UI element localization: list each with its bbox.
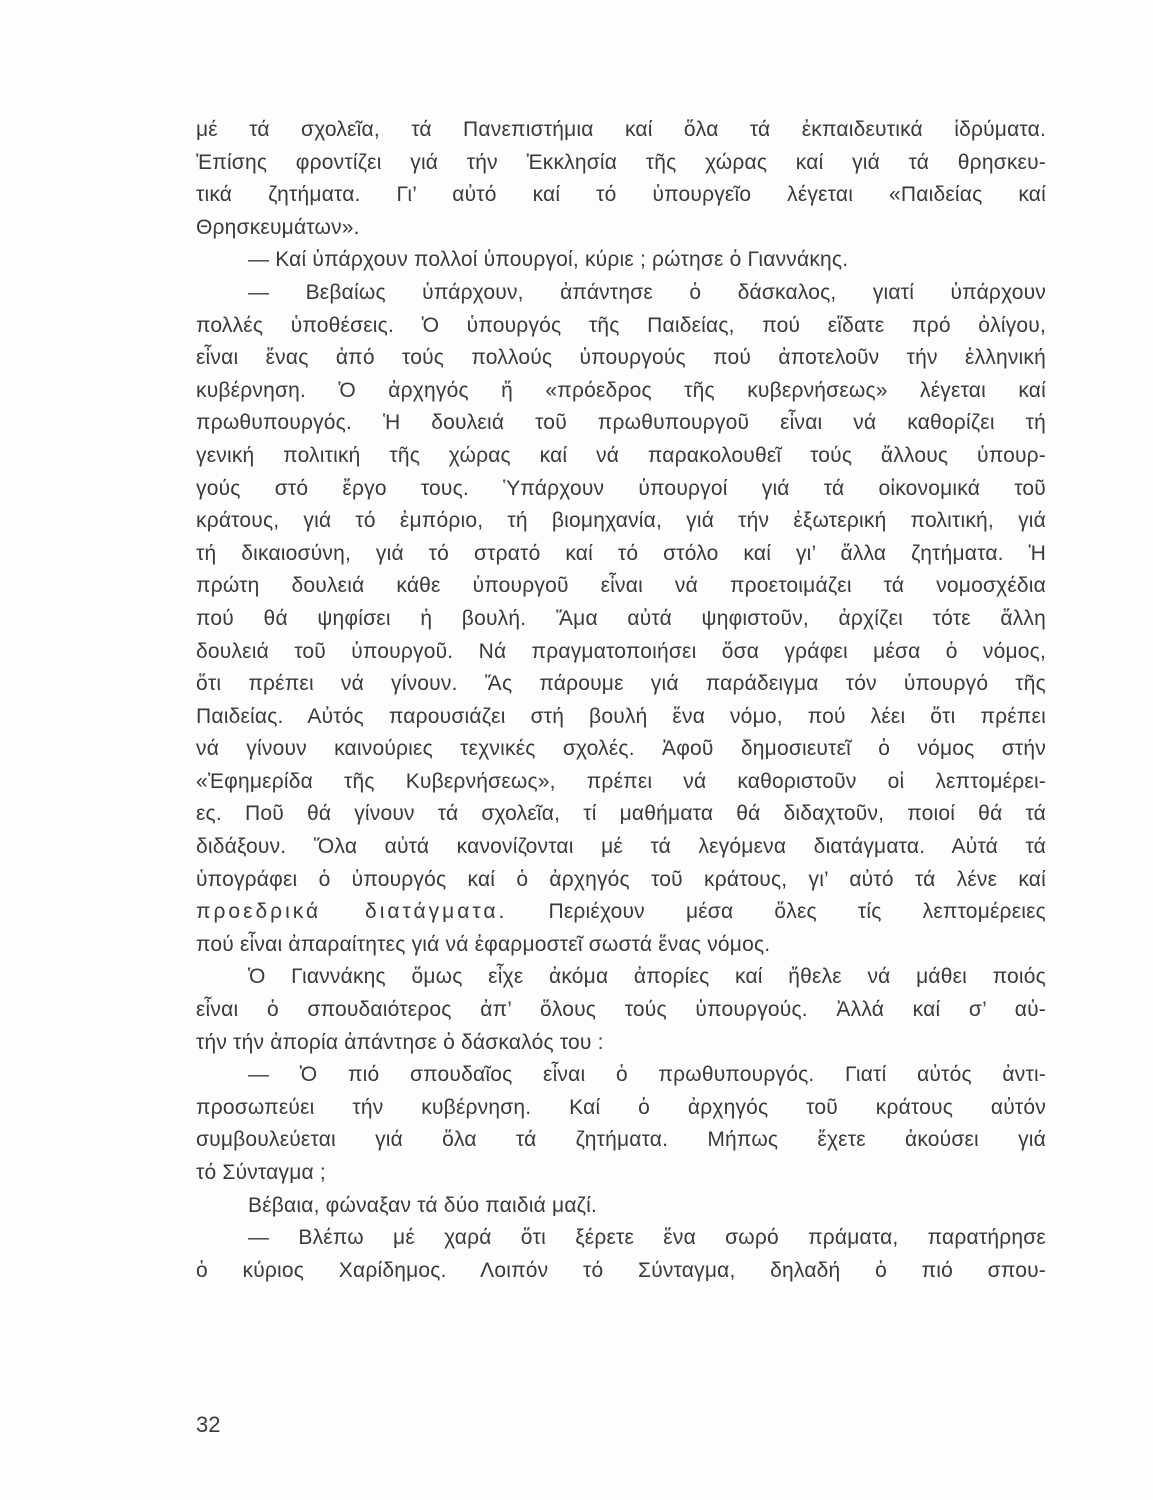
- text-line: πρώτη δουλειά κάθε ὑπουργοῦ εἶναι νά προετοιμάζει τά νομοσχέδια: [196, 574, 1046, 598]
- text-line: τή δικαιοσύνη, γιά τό στρατό καί τό στόλο καί γι’ ἄλλα ζητήματα. Ἡ: [196, 541, 1046, 565]
- text-line: πού εἶναι ἀπαραίτητες γιά νά ἐφαρμοστεῖ σωστά ἕνας νόμος.: [196, 932, 771, 956]
- text-line: προεδρικά διατάγματα. Περιέχουν μέσα ὅλες τίς λεπτομέρειες: [196, 900, 1047, 924]
- text-line: — Ὁ πιό σπουδαῖος εἶναι ὁ πρωθυπουργός. Γιατί αὐτός ἀντι-: [248, 1063, 1046, 1087]
- text-line: Παιδείας. Αὐτός παρουσιάζει στή βουλή ἕνα νόμο, πού λέει ὅτι πρέπει: [196, 704, 1046, 728]
- text-line: εἶναι ὁ σπουδαιότερος ἀπ’ ὅλους τούς ὑπουργούς. Ἀλλά καί σ’ αὐ-: [196, 998, 1046, 1022]
- text-line: πρωθυπουργός. Ἡ δουλειά τοῦ πρωθυπουργοῦ εἶναι νά καθορίζει τή: [196, 411, 1046, 435]
- text-line: τικά ζητήματα. Γι’ αὐτό καί τό ὑπουργεῖο λέγεται «Παιδείας καί: [196, 183, 1046, 207]
- text-line: ὑπογράφει ὁ ὑπουργός καί ὁ ἀρχηγός τοῦ κράτους, γι’ αὐτό τά λένε καί: [196, 867, 1046, 891]
- text-line: δουλειά τοῦ ὑπουργοῦ. Νά πραγματοποιήσει ὅσα γράφει μέσα ὁ νόμος,: [196, 639, 1046, 663]
- text-line: κυβέρνηση. Ὁ ἀρχηγός ἤ «πρόεδρος τῆς κυβερνήσεως» λέγεται καί: [196, 378, 1046, 402]
- body-text: [196, 114, 1046, 1287]
- text-line: ὁ κύριος Χαρίδημος. Λοιπόν τό Σύνταγμα, δηλαδή ὁ πιό σπου-: [196, 1258, 1046, 1282]
- text-line: ὅτι πρέπει νά γίνουν. Ἄς πάρουμε γιά παράδειγμα τόν ὑπουργό τῆς: [196, 672, 1046, 696]
- text-line: πολλές ὑποθέσεις. Ὁ ὑπουργός τῆς Παιδείας, πού εἴδατε πρό ὀλίγου,: [196, 313, 1046, 337]
- text-line: — Βεβαίως ὑπάρχουν, ἀπάντησε ὁ δάσκαλος, γιατί ὑπάρχουν: [248, 280, 1046, 304]
- text-line: νά γίνουν καινούριες τεχνικές σχολές. Ἀφοῦ δημοσιευτεῖ ὁ νόμος στήν: [196, 737, 1046, 761]
- text-line: γενική πολιτική τῆς χώρας καί νά παρακολουθεῖ τούς ἄλλους ὑπουρ-: [196, 443, 1046, 467]
- text-line: «Ἐφημερίδα τῆς Κυβερνήσεως», πρέπει νά καθοριστοῦν οἱ λεπτομέρει-: [196, 769, 1046, 793]
- text-line: συμβουλεύεται γιά ὅλα τά ζητήματα. Μήπως ἔχετε ἀκούσει γιά: [196, 1128, 1046, 1152]
- text-line: Βέβαια, φώναξαν τά δύο παιδιά μαζί.: [248, 1193, 598, 1217]
- text-line: εἶναι ἕνας ἀπό τούς πολλούς ὑπουργούς πού ἀποτελοῦν τήν ἑλληνική: [196, 346, 1046, 370]
- text-line: Θρησκευμάτων».: [196, 215, 360, 239]
- text-line: τήν τήν ἀπορία ἀπάντησε ὁ δάσκαλός του :: [196, 1030, 604, 1054]
- text-line: Ἐπίσης φροντίζει γιά τήν Ἐκκλησία τῆς χώρας καί γιά τά θρησκευ-: [196, 150, 1046, 174]
- text-line: ες. Ποῦ θά γίνουν τά σχολεῖα, τί μαθήματα θά διδαχτοῦν, ποιοί θά τά: [196, 802, 1046, 826]
- text-line: κράτους, γιά τό ἐμπόριο, τή βιομηχανία, γιά τήν ἐξωτερική πολιτική, γιά: [196, 509, 1046, 533]
- text-line: μέ τά σχολεῖα, τά Πανεπιστήμια καί ὅλα τά ἐκπαιδευτικά ἱδρύματα.: [196, 118, 1046, 141]
- text-line: προσωπεύει τήν κυβέρνηση. Καί ὁ ἀρχηγός τοῦ κράτους αὐτόν: [196, 1095, 1046, 1119]
- text-line: γούς στό ἔργο τους. Ὑπάρχουν ὑπουργοί γιά τά οἰκονομικά τοῦ: [196, 476, 1046, 500]
- page-number: 32: [196, 1412, 221, 1437]
- spaced-emphasis: προεδρικά διατάγματα.: [196, 900, 508, 924]
- text-line: πού θά ψηφίσει ἡ βουλή. Ἅμα αὐτά ψηφιστοῦν, ἀρχίζει τότε ἄλλη: [196, 606, 1046, 630]
- text-line: διδάξουν. Ὅλα αὐτά κανονίζονται μέ τά λεγόμενα διατάγματα. Αὐτά τά: [196, 835, 1046, 859]
- text-line: Ὁ Γιαννάκης ὅμως εἶχε ἀκόμα ἀπορίες καί ἤθελε νά μάθει ποιός: [248, 965, 1046, 989]
- text-line: τό Σύνταγμα ;: [196, 1161, 326, 1184]
- text-line: — Βλέπω μέ χαρά ὅτι ξέρετε ἕνα σωρό πράματα, παρατήρησε: [248, 1226, 1046, 1250]
- text-line: — Καί ὑπάρχουν πολλοί ὑπουργοί, κύριε ; ρώτησε ὁ Γιαννάκης.: [248, 248, 849, 272]
